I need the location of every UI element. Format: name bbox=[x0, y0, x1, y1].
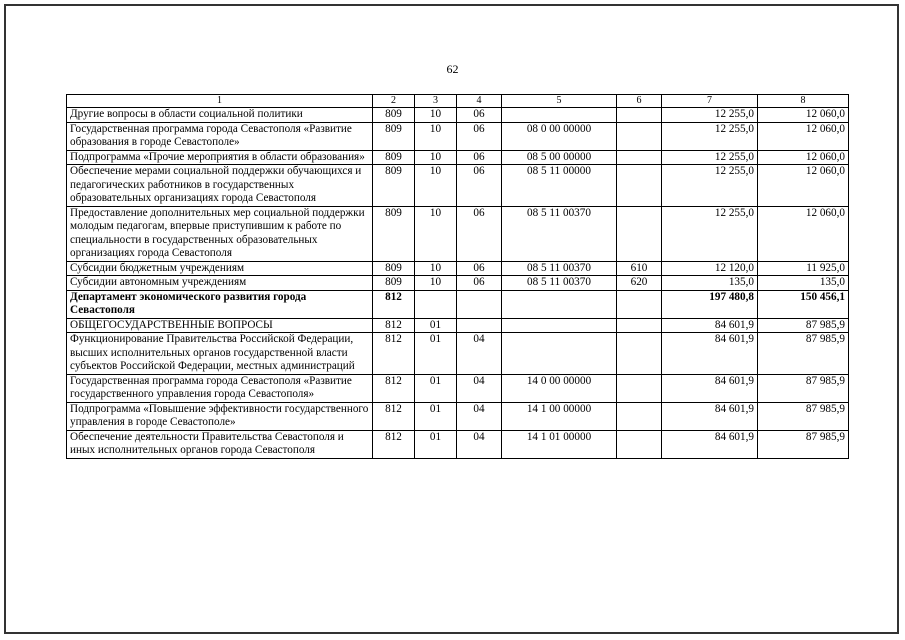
amount-year1-cell: 12 255,0 bbox=[662, 206, 758, 261]
table-row bbox=[67, 122, 849, 150]
column-header: 6 bbox=[617, 95, 662, 108]
amount-year2-cell: 135,0 bbox=[758, 276, 849, 291]
table-row bbox=[67, 402, 849, 430]
table-row bbox=[67, 430, 849, 458]
table-row bbox=[67, 150, 849, 165]
target-article-cell: 08 5 11 00370 bbox=[502, 261, 617, 276]
amount-year1-cell: 84 601,9 bbox=[662, 402, 758, 430]
page-number: 62 bbox=[446, 62, 459, 76]
expense-type-cell bbox=[617, 108, 662, 123]
budget-table bbox=[66, 94, 849, 459]
table-row bbox=[67, 374, 849, 402]
amount-year1-cell: 12 255,0 bbox=[662, 108, 758, 123]
row-name-cell: Департамент экономического развития города Севастополя bbox=[67, 290, 373, 318]
section-code-cell: 10 bbox=[415, 150, 457, 165]
row-name-cell: Другие вопросы в области социальной политики bbox=[67, 108, 373, 123]
row-name-cell: Обеспечение мерами социальной поддержки обучающихся и педагогических работников в государственных образовательных организациях города Севастополя bbox=[67, 165, 373, 207]
amount-year2-cell: 87 985,9 bbox=[758, 374, 849, 402]
expense-type-cell: 610 bbox=[617, 261, 662, 276]
amount-year1-cell: 12 120,0 bbox=[662, 261, 758, 276]
table-row bbox=[67, 108, 849, 123]
table-row bbox=[67, 290, 849, 318]
column-header: 5 bbox=[502, 95, 617, 108]
subsection-code-cell: 06 bbox=[457, 150, 502, 165]
amount-year1-cell: 135,0 bbox=[662, 276, 758, 291]
column-header: 8 bbox=[758, 95, 849, 108]
column-header: 2 bbox=[373, 95, 415, 108]
row-name-cell: Государственная программа города Севастополя «Развитие образования в городе Севастополе» bbox=[67, 122, 373, 150]
ministry-code-cell: 812 bbox=[373, 402, 415, 430]
amount-year1-cell: 84 601,9 bbox=[662, 333, 758, 375]
subsection-code-cell: 06 bbox=[457, 108, 502, 123]
amount-year2-cell: 87 985,9 bbox=[758, 402, 849, 430]
amount-year1-cell: 84 601,9 bbox=[662, 318, 758, 333]
expense-type-cell bbox=[617, 318, 662, 333]
target-article-cell bbox=[502, 318, 617, 333]
amount-year2-cell: 11 925,0 bbox=[758, 261, 849, 276]
section-code-cell: 10 bbox=[415, 108, 457, 123]
section-code-cell: 01 bbox=[415, 402, 457, 430]
target-article-cell: 08 5 11 00370 bbox=[502, 276, 617, 291]
row-name-cell: Субсидии бюджетным учреждениям bbox=[67, 261, 373, 276]
subsection-code-cell: 06 bbox=[457, 206, 502, 261]
ministry-code-cell: 812 bbox=[373, 374, 415, 402]
expense-type-cell: 620 bbox=[617, 276, 662, 291]
table-row bbox=[67, 333, 849, 375]
expense-type-cell bbox=[617, 374, 662, 402]
expense-type-cell bbox=[617, 402, 662, 430]
ministry-code-cell: 812 bbox=[373, 430, 415, 458]
section-code-cell bbox=[415, 290, 457, 318]
expense-type-cell bbox=[617, 122, 662, 150]
section-code-cell: 10 bbox=[415, 276, 457, 291]
ministry-code-cell: 812 bbox=[373, 290, 415, 318]
row-name-cell: Обеспечение деятельности Правительства Севастополя и иных исполнительных органов города Севастополя bbox=[67, 430, 373, 458]
amount-year2-cell: 87 985,9 bbox=[758, 333, 849, 375]
expense-type-cell bbox=[617, 290, 662, 318]
table-row bbox=[67, 165, 849, 207]
row-name-cell: ОБЩЕГОСУДАРСТВЕННЫЕ ВОПРОСЫ bbox=[67, 318, 373, 333]
amount-year2-cell: 150 456,1 bbox=[758, 290, 849, 318]
ministry-code-cell: 812 bbox=[373, 333, 415, 375]
section-code-cell: 01 bbox=[415, 333, 457, 375]
subsection-code-cell: 04 bbox=[457, 333, 502, 375]
ministry-code-cell: 809 bbox=[373, 261, 415, 276]
column-header: 7 bbox=[662, 95, 758, 108]
target-article-cell: 08 5 11 00370 bbox=[502, 206, 617, 261]
ministry-code-cell: 809 bbox=[373, 206, 415, 261]
table-row bbox=[67, 276, 849, 291]
subsection-code-cell: 06 bbox=[457, 122, 502, 150]
target-article-cell bbox=[502, 290, 617, 318]
amount-year2-cell: 12 060,0 bbox=[758, 165, 849, 207]
row-name-cell: Подпрограмма «Прочие мероприятия в области образования» bbox=[67, 150, 373, 165]
subsection-code-cell bbox=[457, 318, 502, 333]
subsection-code-cell: 04 bbox=[457, 430, 502, 458]
column-header: 1 bbox=[67, 95, 373, 108]
amount-year2-cell: 12 060,0 bbox=[758, 206, 849, 261]
target-article-cell: 14 1 01 00000 bbox=[502, 430, 617, 458]
section-code-cell: 10 bbox=[415, 122, 457, 150]
subsection-code-cell bbox=[457, 290, 502, 318]
expense-type-cell bbox=[617, 206, 662, 261]
header-row bbox=[67, 95, 849, 108]
target-article-cell: 14 1 00 00000 bbox=[502, 402, 617, 430]
amount-year2-cell: 12 060,0 bbox=[758, 150, 849, 165]
target-article-cell: 08 5 11 00000 bbox=[502, 165, 617, 207]
ministry-code-cell: 809 bbox=[373, 150, 415, 165]
ministry-code-cell: 809 bbox=[373, 276, 415, 291]
column-header: 3 bbox=[415, 95, 457, 108]
ministry-code-cell: 809 bbox=[373, 122, 415, 150]
target-article-cell: 08 0 00 00000 bbox=[502, 122, 617, 150]
table-body bbox=[67, 108, 849, 459]
subsection-code-cell: 06 bbox=[457, 276, 502, 291]
amount-year1-cell: 12 255,0 bbox=[662, 150, 758, 165]
row-name-cell: Предоставление дополнительных мер социальной поддержки молодым педагогам, впервые приступившим к работе по специальности в государственных образовательных организациях города Севастополя bbox=[67, 206, 373, 261]
amount-year1-cell: 12 255,0 bbox=[662, 122, 758, 150]
row-name-cell: Функционирование Правительства Российской Федерации, высших исполнительных органов государственной власти субъектов Российской Федерации, местных администраций bbox=[67, 333, 373, 375]
amount-year2-cell: 12 060,0 bbox=[758, 122, 849, 150]
section-code-cell: 01 bbox=[415, 374, 457, 402]
table-row bbox=[67, 206, 849, 261]
table-row bbox=[67, 318, 849, 333]
amount-year2-cell: 12 060,0 bbox=[758, 108, 849, 123]
section-code-cell: 10 bbox=[415, 165, 457, 207]
amount-year1-cell: 84 601,9 bbox=[662, 374, 758, 402]
expense-type-cell bbox=[617, 333, 662, 375]
expense-type-cell bbox=[617, 165, 662, 207]
expense-type-cell bbox=[617, 430, 662, 458]
row-name-cell: Государственная программа города Севастополя «Развитие государственного управления города Севастополя» bbox=[67, 374, 373, 402]
expense-type-cell bbox=[617, 150, 662, 165]
target-article-cell: 08 5 00 00000 bbox=[502, 150, 617, 165]
subsection-code-cell: 04 bbox=[457, 374, 502, 402]
section-code-cell: 10 bbox=[415, 261, 457, 276]
section-code-cell: 01 bbox=[415, 318, 457, 333]
ministry-code-cell: 812 bbox=[373, 318, 415, 333]
column-header: 4 bbox=[457, 95, 502, 108]
subsection-code-cell: 04 bbox=[457, 402, 502, 430]
amount-year1-cell: 84 601,9 bbox=[662, 430, 758, 458]
target-article-cell bbox=[502, 333, 617, 375]
amount-year2-cell: 87 985,9 bbox=[758, 430, 849, 458]
target-article-cell bbox=[502, 108, 617, 123]
section-code-cell: 10 bbox=[415, 206, 457, 261]
ministry-code-cell: 809 bbox=[373, 108, 415, 123]
amount-year2-cell: 87 985,9 bbox=[758, 318, 849, 333]
table-row bbox=[67, 261, 849, 276]
amount-year1-cell: 12 255,0 bbox=[662, 165, 758, 207]
row-name-cell: Подпрограмма «Повышение эффективности государственного управления в городе Севастополе» bbox=[67, 402, 373, 430]
row-name-cell: Субсидии автономным учреждениям bbox=[67, 276, 373, 291]
ministry-code-cell: 809 bbox=[373, 165, 415, 207]
subsection-code-cell: 06 bbox=[457, 261, 502, 276]
subsection-code-cell: 06 bbox=[457, 165, 502, 207]
target-article-cell: 14 0 00 00000 bbox=[502, 374, 617, 402]
section-code-cell: 01 bbox=[415, 430, 457, 458]
amount-year1-cell: 197 480,8 bbox=[662, 290, 758, 318]
